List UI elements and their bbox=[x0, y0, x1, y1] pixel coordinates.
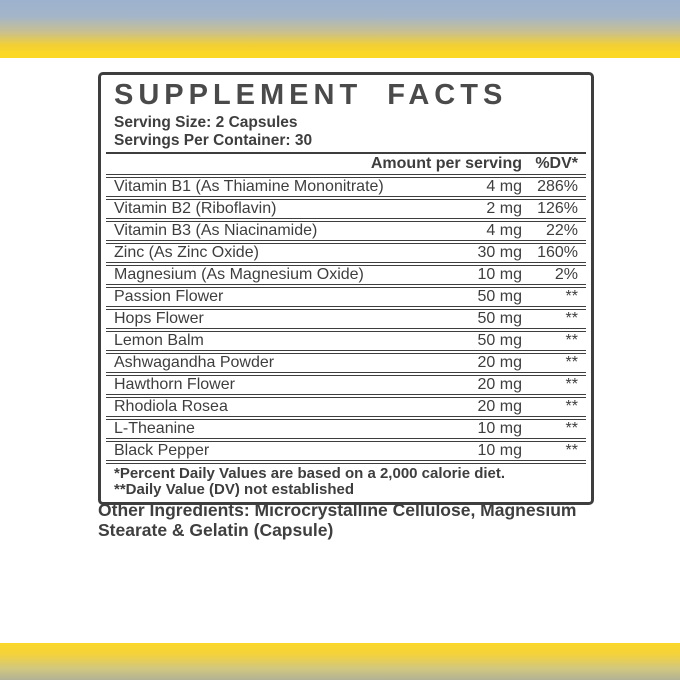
serving-info bbox=[106, 112, 586, 150]
ingredient-name: Lemon Balm bbox=[114, 332, 204, 349]
ingredient-amount: 50 mg bbox=[477, 332, 522, 349]
ingredient-name: Vitamin B3 (As Niacinamide) bbox=[114, 222, 318, 239]
ingredient-amount: 10 mg bbox=[477, 420, 522, 437]
ingredient-name: Hawthorn Flower bbox=[114, 376, 235, 393]
ingredient-amount: 20 mg bbox=[477, 398, 522, 415]
ingredient-name: Zinc (As Zinc Oxide) bbox=[114, 244, 259, 261]
ingredient-dv: ** bbox=[565, 354, 578, 371]
ingredient-name: Passion Flower bbox=[114, 288, 224, 305]
ingredient-amount: 20 mg bbox=[477, 354, 522, 371]
serving-size: Serving Size: 2 Capsules bbox=[114, 114, 298, 131]
table-row bbox=[106, 350, 586, 372]
ingredient-dv: ** bbox=[565, 442, 578, 459]
table-row bbox=[106, 218, 586, 240]
ingredient-name: Black Pepper bbox=[114, 442, 210, 459]
table-row bbox=[106, 262, 586, 284]
ingredient-name: L-Theanine bbox=[114, 420, 195, 437]
footnotes bbox=[106, 460, 586, 502]
ingredient-amount: 30 mg bbox=[477, 244, 522, 261]
table-row bbox=[106, 438, 586, 460]
ingredient-dv: ** bbox=[565, 332, 578, 349]
table-row bbox=[106, 328, 586, 350]
ingredient-dv: ** bbox=[565, 310, 578, 327]
ingredient-amount: 4 mg bbox=[486, 178, 522, 195]
ingredient-amount: 20 mg bbox=[477, 376, 522, 393]
ingredient-amount: 50 mg bbox=[477, 310, 522, 327]
table-row bbox=[106, 196, 586, 218]
table-row bbox=[106, 394, 586, 416]
table-row bbox=[106, 284, 586, 306]
ingredient-dv: ** bbox=[565, 376, 578, 393]
ingredient-dv: 126% bbox=[537, 200, 578, 217]
ingredient-amount: 2 mg bbox=[486, 200, 522, 217]
ingredient-dv: 22% bbox=[545, 222, 578, 239]
ingredient-dv: ** bbox=[565, 398, 578, 415]
supplement-facts-title: SUPPLEMENT FACTS bbox=[114, 79, 508, 111]
top-gradient-band bbox=[0, 0, 680, 58]
facts-table-header bbox=[106, 154, 586, 174]
ingredient-amount: 10 mg bbox=[477, 442, 522, 459]
bottom-gradient-band bbox=[0, 643, 680, 680]
ingredient-dv: 286% bbox=[537, 178, 578, 195]
servings-per-container: Servings Per Container: 30 bbox=[114, 132, 313, 149]
facts-table-rows bbox=[106, 174, 586, 460]
header-percent-dv: %DV* bbox=[535, 155, 578, 172]
supplement-facts-panel bbox=[98, 72, 594, 505]
footnote-percent-dv: *Percent Daily Values are based on a 2,000 calorie diet. bbox=[114, 465, 506, 482]
ingredient-amount: 4 mg bbox=[486, 222, 522, 239]
table-row bbox=[106, 174, 586, 196]
ingredient-dv: ** bbox=[565, 420, 578, 437]
ingredient-name: Vitamin B2 (Riboflavin) bbox=[114, 200, 277, 217]
header-amount-per-serving: Amount per serving bbox=[370, 155, 522, 172]
ingredient-dv: ** bbox=[565, 288, 578, 305]
other-ingredients-text: Other Ingredients: Microcrystalline Cellulose, Magnesium Stearate & Gelatin (Capsule) bbox=[98, 500, 577, 540]
ingredient-amount: 10 mg bbox=[477, 266, 522, 283]
table-row bbox=[106, 416, 586, 438]
ingredient-name: Hops Flower bbox=[114, 310, 204, 327]
table-row bbox=[106, 372, 586, 394]
ingredient-dv: 160% bbox=[537, 244, 578, 261]
footnote-dv-not-established: **Daily Value (DV) not established bbox=[114, 480, 355, 498]
ingredient-name: Vitamin B1 (As Thiamine Mononitrate) bbox=[114, 178, 384, 195]
ingredient-name: Magnesium (As Magnesium Oxide) bbox=[114, 266, 364, 283]
ingredient-name: Ashwagandha Powder bbox=[114, 354, 275, 371]
ingredient-name: Rhodiola Rosea bbox=[114, 398, 228, 415]
table-row bbox=[106, 240, 586, 262]
ingredient-dv: 2% bbox=[554, 266, 578, 283]
table-row bbox=[106, 306, 586, 328]
ingredient-amount: 50 mg bbox=[477, 288, 522, 305]
